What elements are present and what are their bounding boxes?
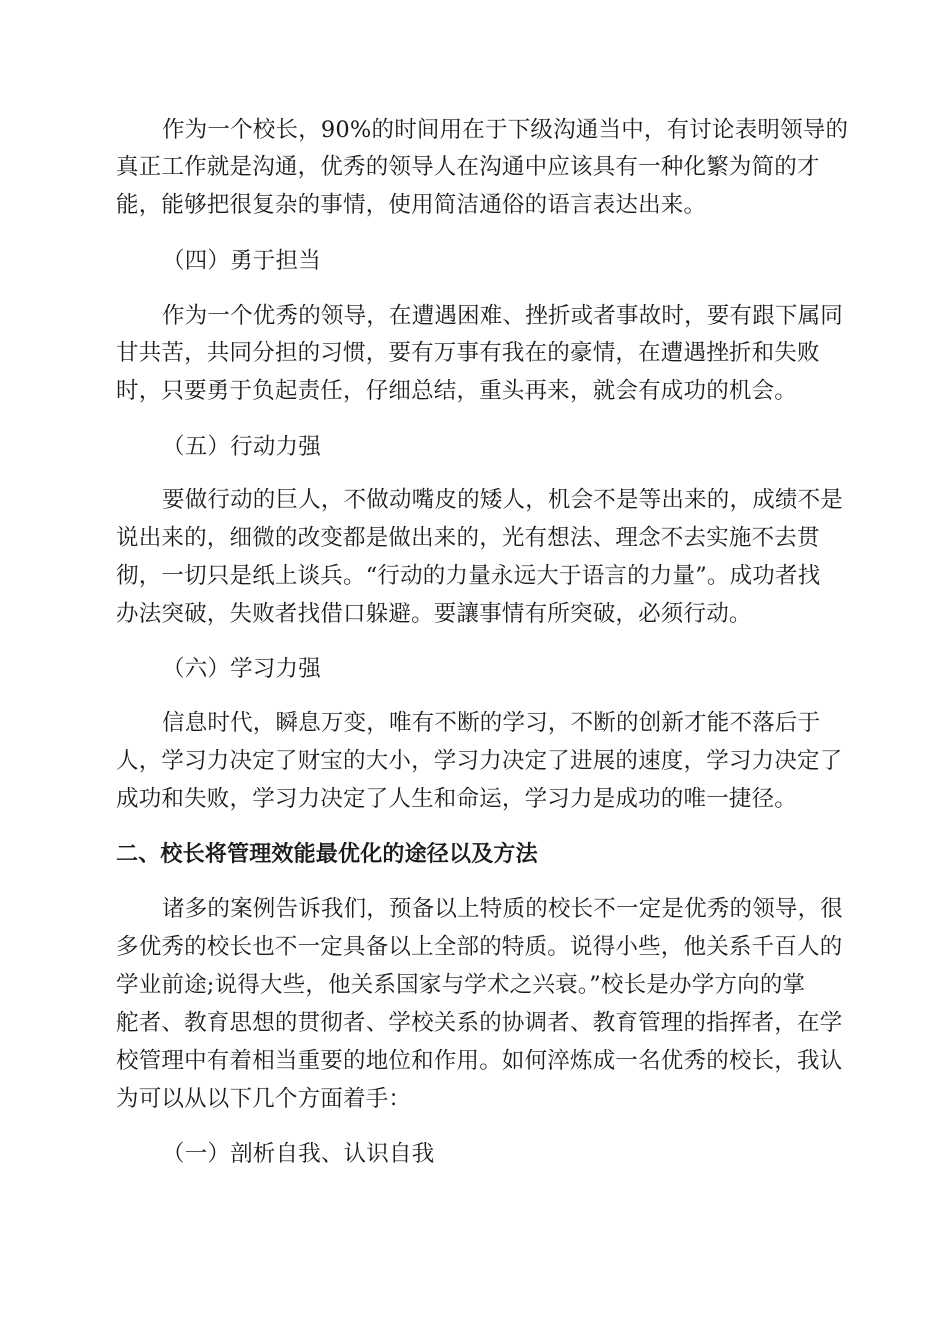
paragraph-line: 说出来的，细微的改变都是做出来的，光有想法、理念不去实施不去贯 xyxy=(116,525,820,551)
paragraph-line: 彻，一切只是纸上谈兵。“行动的力量永远大于语言的力量”。成功者找 xyxy=(116,563,821,589)
section-subheading: （六）学习力强 xyxy=(162,656,321,682)
paragraph-line: 为可以从以下几个方面着手： xyxy=(116,1086,412,1112)
paragraph-line: 作为一个校长，90%的时间用在于下级沟通当中，有讨论表明领导的 xyxy=(162,117,849,143)
paragraph-line: 多优秀的校长也不一定具备以上全部的特质。说得小些，他关系千百人的 xyxy=(116,934,843,960)
paragraph-line: 办法突破，失败者找借口躲避。要讓事情有所突破，必须行动。 xyxy=(116,601,752,627)
paragraph-line: 人，学习力决定了财宝的大小，学习力决定了进展的速度，学习力决定了 xyxy=(116,748,843,774)
paragraph-line: 成功和失败，学习力决定了人生和命运，学习力是成功的唯一捷径。 xyxy=(116,786,798,812)
paragraph-line: 时，只要勇于负起责任，仔细总结，重头再来，就会有成功的机会。 xyxy=(116,378,798,404)
section-subheading: （四）勇于担当 xyxy=(162,248,321,274)
paragraph-line: 要做行动的巨人，不做动嘴皮的矮人，机会不是等出来的，成绩不是 xyxy=(162,487,844,513)
paragraph-line: 信息时代，瞬息万变，唯有不断的学习，不断的创新才能不落后于 xyxy=(162,710,821,736)
paragraph-line: 真正工作就是沟通，优秀的领导人在沟通中应该具有一种化繁为简的才 xyxy=(116,154,820,180)
section-subheading: （一）剖析自我、认识自我 xyxy=(162,1141,435,1167)
section-heading: 二、校长将管理效能最优化的途径以及方法 xyxy=(116,842,538,867)
paragraph-line: 舵者、教育思想的贯彻者、学校关系的协调者、教育管理的指挥者，在学 xyxy=(116,1010,843,1036)
paragraph-line: 甘共苦，共同分担的习惯，要有万事有我在的豪情，在遭遇挫折和失败 xyxy=(116,340,820,366)
paragraph-line: 学业前途;说得大些，他关系国家与学术之兴衰。”校长是办学方向的掌 xyxy=(116,972,806,998)
paragraph-line: 能，能够把很复杂的事情，使用简洁通俗的语言表达出来。 xyxy=(116,192,707,218)
section-subheading: （五）行动力强 xyxy=(162,434,321,460)
paragraph-line: 校管理中有着相当重要的地位和作用。如何淬炼成一名优秀的校长，我认 xyxy=(116,1048,843,1074)
paragraph-line: 诸多的案例告诉我们，预备以上特质的校长不一定是优秀的领导，很 xyxy=(162,896,844,922)
paragraph-line: 作为一个优秀的领导，在遭遇困难、挫折或者事故时，要有跟下属同 xyxy=(162,303,844,329)
